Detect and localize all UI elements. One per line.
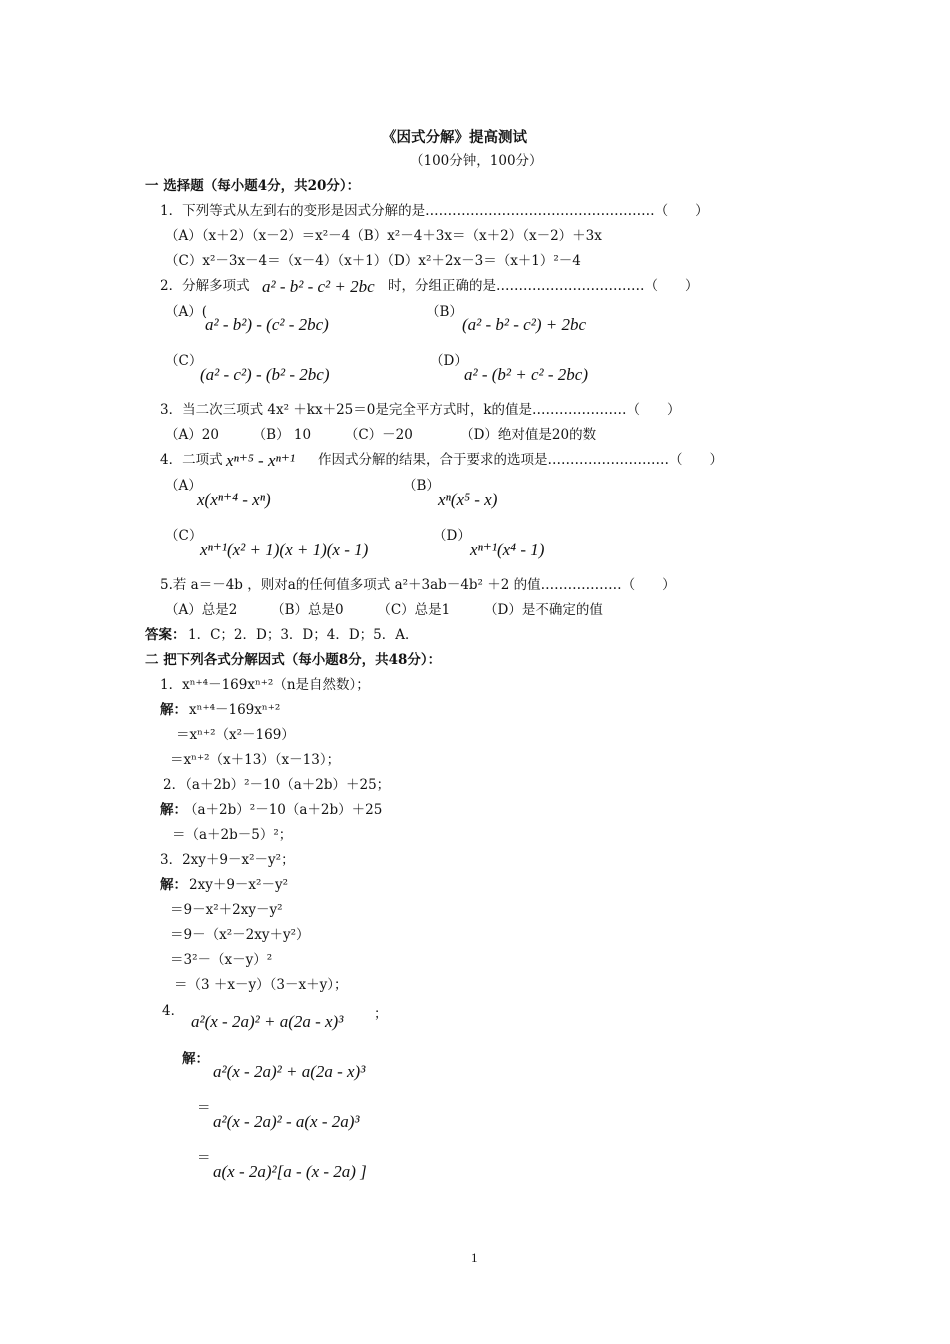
q4-option-d-label: （D） bbox=[433, 528, 471, 544]
q1-options-ab: （A）（x＋2）（x－2）＝x²－4（B）x²－4＋3x＝（x＋2）（x－2）＋3x bbox=[165, 228, 602, 244]
p3-solution-line-1: 2xy＋9－x²－y² bbox=[189, 877, 288, 893]
q2-option-d-expression: a² - (b² + c² - 2bc) bbox=[464, 365, 588, 384]
page-number: 1 bbox=[471, 1250, 478, 1265]
p1-solution-line-3: ＝xⁿ⁺²（x＋13）（x－13）； bbox=[170, 752, 341, 768]
p3-solution-label: 解： bbox=[160, 877, 187, 893]
q4-stem-expression: xⁿ⁺⁵ - xⁿ⁺¹ bbox=[226, 451, 295, 470]
p2-stem: 2．（a＋2b）²－10（a＋2b）＋25； bbox=[163, 777, 391, 793]
p4-solution-line-2: a²(x - 2a)² - a(x - 2a)³ bbox=[213, 1112, 360, 1131]
p3-stem: 3．2xy＋9－x²－y²； bbox=[160, 852, 295, 868]
page-title: 《因式分解》提高测试 bbox=[382, 129, 527, 146]
q2-option-b-label: （B） bbox=[426, 304, 463, 320]
p2-solution-line-2: ＝（a＋2b－5）²； bbox=[172, 827, 293, 843]
q2-option-a-expression: a² - b²) - (c² - 2bc) bbox=[205, 315, 329, 334]
q4-option-b-label: （B） bbox=[403, 478, 440, 494]
page-subtitle: （100分钟，100分） bbox=[410, 153, 543, 169]
p4-equals-1: ＝ bbox=[197, 1100, 211, 1116]
q5-options: （A）总是2 （B）总是0 （C）总是1 （D）是不确定的值 bbox=[165, 602, 603, 618]
p2-solution-label: 解： bbox=[160, 802, 187, 818]
q2-option-b-expression: (a² - b² - c²) + 2bc bbox=[462, 315, 586, 334]
p1-solution-line-2: ＝xⁿ⁺²（x²－169） bbox=[176, 727, 295, 743]
q4-option-c-expression: xⁿ⁺¹(x² + 1)(x + 1)(x - 1) bbox=[200, 540, 369, 559]
p1-solution-line-1: xⁿ⁺⁴－169xⁿ⁺² bbox=[189, 702, 281, 718]
q4-option-b-expression: xⁿ(x⁵ - x) bbox=[438, 490, 498, 509]
q2-option-d-label: （D） bbox=[430, 353, 468, 369]
p2-solution-line-1: （a＋2b）²－10（a＋2b）＋25 bbox=[184, 802, 383, 818]
p4-number: 4． bbox=[162, 1003, 185, 1019]
q2-option-c-label: （C） bbox=[165, 353, 203, 369]
q3-stem: 3．当二次三项式 4x² ＋kx＋25＝0是完全平方式时，k的值是…………………（ ） bbox=[160, 402, 681, 418]
q4-stem-post: 作因式分解的结果，合于要求的选项是………………………（ ） bbox=[318, 452, 723, 468]
q4-stem-pre: 4．二项式 bbox=[160, 452, 223, 468]
p1-solution-label: 解： bbox=[160, 702, 187, 718]
p3-solution-line-4: ＝3²－（x－y）² bbox=[170, 952, 273, 968]
q1-options-cd: （C）x²－3x－4＝（x－4）（x＋1）（D）x²＋2x－3＝（x＋1）²－4 bbox=[165, 253, 581, 269]
p4-solution-label: 解： bbox=[182, 1051, 209, 1067]
q2-option-c-expression: (a² - c²) - (b² - 2bc) bbox=[200, 365, 330, 384]
p4-equals-2: ＝ bbox=[197, 1150, 211, 1166]
p4-solution-line-3: a(x - 2a)²[a - (x - 2a) ] bbox=[213, 1162, 367, 1181]
p1-stem: 1．xⁿ⁺⁴－169xⁿ⁺²（n是自然数）； bbox=[160, 677, 370, 693]
p4-solution-line-1: a²(x - 2a)² + a(2a - x)³ bbox=[213, 1062, 366, 1081]
q1-stem: 1．下列等式从左到右的变形是因式分解的是……………………………………………（ ） bbox=[160, 203, 709, 219]
p3-solution-line-2: ＝9－x²＋2xy－y² bbox=[170, 902, 283, 918]
p3-solution-line-5: ＝（3 ＋x－y）（3－x＋y）； bbox=[174, 977, 348, 993]
q2-stem-post: 时，分组正确的是……………………………（ ） bbox=[388, 278, 699, 294]
section2-heading: 二 把下列各式分解因式（每小题8分，共48分）： bbox=[145, 652, 442, 668]
q4-option-a-expression: x(xⁿ⁺⁴ - xⁿ) bbox=[197, 490, 271, 509]
q2-option-a-label: （A）( bbox=[165, 304, 208, 320]
q5-stem: 5.若 a＝－4b ，则对a的任何值多项式 a²＋3ab－4b² ＋2 的值………………（ ） bbox=[160, 577, 676, 593]
p4-semicolon: ； bbox=[374, 1006, 388, 1022]
q4-option-c-label: （C） bbox=[165, 528, 203, 544]
q4-option-a-label: （A） bbox=[165, 478, 202, 494]
answer-label: 答案： bbox=[145, 627, 186, 643]
q2-stem-expression: a² - b² - c² + 2bc bbox=[262, 277, 375, 296]
p3-solution-line-3: ＝9－（x²－2xy＋y²） bbox=[170, 927, 310, 943]
q3-options: （A）20 （B） 10 （C）－20 （D）绝对值是20的数 bbox=[165, 427, 597, 443]
answer-text: 1．C；2．D；3．D；4．D；5．A． bbox=[188, 627, 419, 643]
q4-option-d-expression: xⁿ⁺¹(x⁴ - 1) bbox=[470, 540, 545, 559]
q2-stem-pre: 2．分解多项式 bbox=[160, 278, 250, 294]
section1-heading: 一 选择题（每小题4分，共20分）： bbox=[145, 178, 361, 194]
p4-expression: a²(x - 2a)² + a(2a - x)³ bbox=[191, 1012, 344, 1031]
